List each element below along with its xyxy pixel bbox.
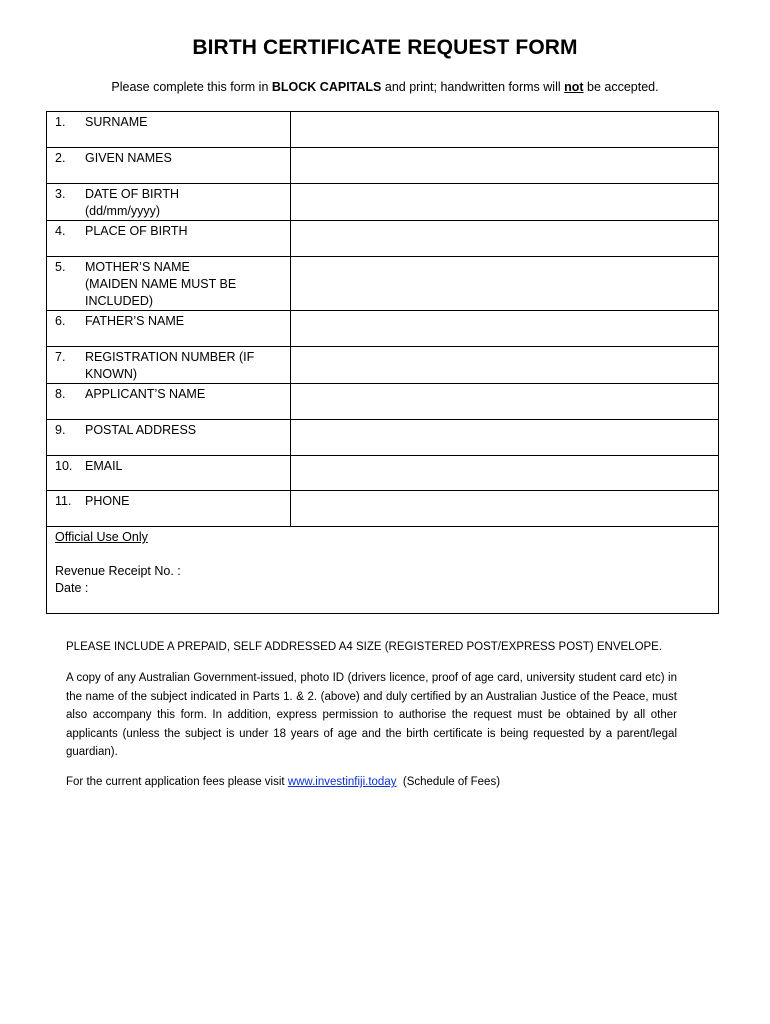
envelope-note: PLEASE INCLUDE A PREPAID, SELF ADDRESSED A4 SIZE (REGISTERED POST/EXPRESS POST) ENVELOPE. <box>66 641 663 653</box>
form-row-fathers-name <box>47 311 719 347</box>
phone-input[interactable] <box>291 491 719 527</box>
form-row-registration-number <box>47 347 719 384</box>
form-row-postal-address <box>47 420 719 456</box>
surname-input[interactable] <box>291 112 719 148</box>
field-label-email: EMAIL <box>85 459 123 473</box>
field-number: 7. <box>55 350 66 364</box>
mothers-name-input[interactable] <box>291 257 719 311</box>
field-label-postal-address: POSTAL ADDRESS <box>85 423 197 437</box>
field-number: 8. <box>55 387 66 401</box>
form-row-date-of-birth <box>47 184 719 221</box>
field-label-fathers-name: FATHER’S NAME <box>85 314 185 328</box>
instruction-text: Please complete this form in <box>111 80 272 94</box>
field-label-surname: SURNAME <box>85 115 148 129</box>
form-row-applicants-name <box>47 384 719 420</box>
applicants-name-input[interactable] <box>291 384 719 420</box>
field-label-applicants-name: APPLICANT’S NAME <box>85 387 206 401</box>
registration-note: KNOWN) <box>85 367 138 381</box>
revenue-receipt-label: Revenue Receipt No. : <box>55 564 181 578</box>
field-label-mothers-name: MOTHER’S NAME (MAIDEN NAME MUST BE INCLUDED) <box>85 260 237 308</box>
date-of-birth-input[interactable] <box>291 184 719 221</box>
instruction-emphasis: BLOCK CAPITALS <box>271 80 382 94</box>
form-instruction <box>0 80 770 94</box>
instruction-text: be accepted. <box>583 80 659 94</box>
field-label-date-of-birth: DATE OF BIRTH (dd/mm/yyyy) <box>85 187 179 218</box>
official-date-label: Date : <box>55 581 89 595</box>
field-label-given-names: GIVEN NAMES <box>85 151 172 165</box>
form-row-given-names <box>47 148 719 184</box>
form-row-email <box>47 456 719 491</box>
form-row-mothers-name <box>47 257 719 311</box>
field-label-phone: PHONE <box>85 494 130 508</box>
instruction-text: and print; handwritten forms will <box>381 80 565 94</box>
official-use-section <box>47 527 719 614</box>
field-number: 2. <box>55 151 66 165</box>
field-number: 4. <box>55 224 66 238</box>
date-format-hint: (dd/mm/yyyy) <box>85 204 160 218</box>
official-use-heading: Official Use Only <box>55 530 148 544</box>
field-number: 1. <box>55 115 66 129</box>
field-number: 9. <box>55 423 66 437</box>
fees-website-link[interactable]: www.investinfiji.today <box>287 776 397 788</box>
instruction-not: not <box>564 80 584 94</box>
postal-address-input[interactable] <box>291 420 719 456</box>
envelope-note-block <box>66 638 677 657</box>
request-form-table <box>46 111 719 614</box>
form-row-place-of-birth <box>47 221 719 257</box>
email-input[interactable] <box>291 456 719 491</box>
field-number: 6. <box>55 314 66 328</box>
maiden-name-note: (MAIDEN NAME MUST BE INCLUDED) <box>85 277 237 308</box>
fees-note-block <box>66 773 677 792</box>
field-number: 3. <box>55 187 66 201</box>
field-number: 5. <box>55 260 66 274</box>
field-label-registration-number: REGISTRATION NUMBER (IF KNOWN) <box>85 350 255 381</box>
id-requirement-block <box>66 669 677 762</box>
id-requirement-note: A copy of any Australian Government-issued, photo ID (drivers licence, proof of age card, university student card etc) in the name of the subject indicated in Parts 1. & 2. (above) and duly certified by an Australian Justice of the Peace, must also accompany this form. In addition, express permission to authorise the request must be obtained by all other applicants (unless the subject is under 18 years of age and the birth certificate is being requested by a parent/legal guardian). <box>66 672 677 758</box>
fees-note: For the current application fees please visit www.investinfiji.today (Schedule of Fees) <box>66 776 501 788</box>
form-title: BIRTH CERTIFICATE REQUEST FORM <box>192 36 578 59</box>
field-number: 11. <box>55 494 72 508</box>
registration-number-input[interactable] <box>291 347 719 384</box>
form-row-surname <box>47 112 719 148</box>
field-number: 10. <box>55 459 73 473</box>
fathers-name-input[interactable] <box>291 311 719 347</box>
given-names-input[interactable] <box>291 148 719 184</box>
place-of-birth-input[interactable] <box>291 221 719 257</box>
form-row-phone <box>47 491 719 527</box>
field-label-place-of-birth: PLACE OF BIRTH <box>85 224 188 238</box>
